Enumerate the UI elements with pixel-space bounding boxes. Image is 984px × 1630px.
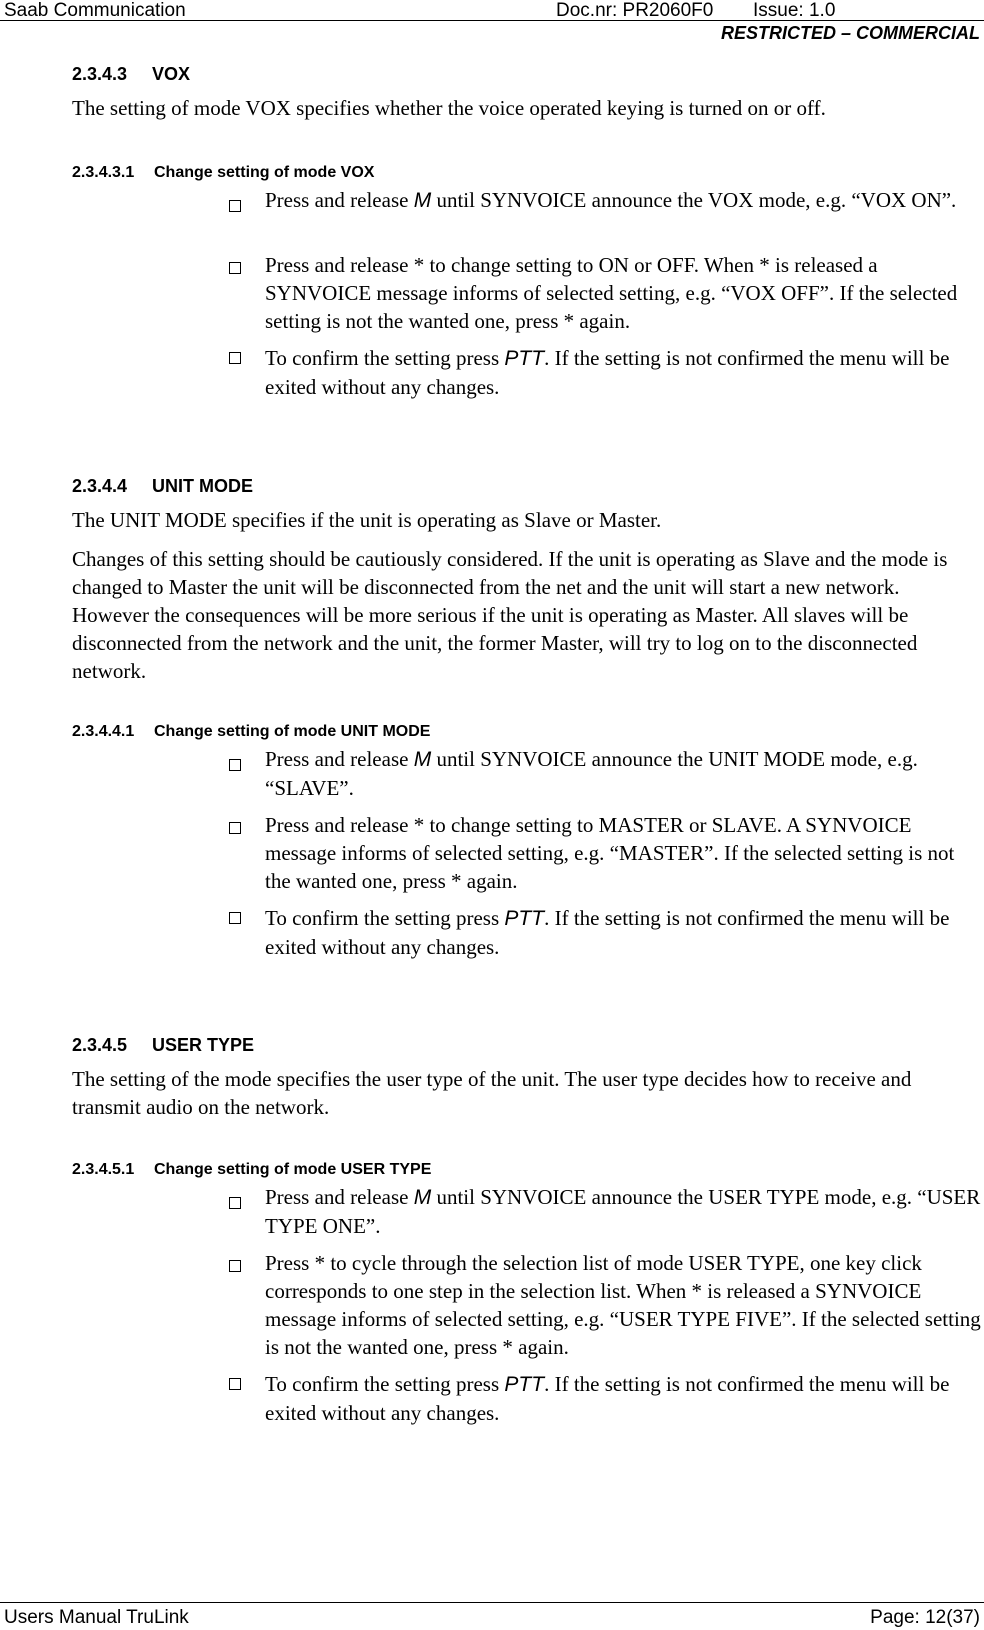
step-text: . If the setting is not confirmed the menu will be exited without any changes. (265, 346, 950, 399)
section-heading-user-type (72, 1035, 254, 1056)
subsection-number: 2.3.4.5.1 (72, 1161, 135, 1178)
unit-mode-description: The UNIT MODE specifies if the unit is operating as Slave or Master. (72, 508, 662, 532)
user-type-step-2: Press * to cycle through the selection list of mode USER TYPE, one key click corresponds to one step in the selection list. When * is released a SYNVOICE message informs of selected setting, e.g. “USER TYPE FIVE”. If the selected setting is not the wanted one, press * again. (265, 1251, 981, 1359)
subsection-title: Change setting of mode USER TYPE (154, 1161, 432, 1178)
footer-divider (0, 1602, 984, 1603)
subsection-number: 2.3.4.4.1 (72, 723, 135, 740)
subsection-heading-user-type (72, 1161, 431, 1179)
section-title: UNIT MODE (152, 476, 253, 496)
section-heading-unit-mode (72, 476, 253, 497)
subsection-heading-unit-mode (72, 723, 430, 741)
section-number: 2.3.4.4 (72, 476, 128, 496)
section-heading-vox (72, 64, 190, 85)
step-text: To confirm the setting press (265, 346, 505, 370)
key-label: PTT (504, 347, 545, 370)
key-label: PTT (504, 1373, 545, 1396)
checkbox-bullet-icon (229, 912, 241, 924)
unit-mode-step-1 (265, 745, 981, 802)
vox-step-1 (265, 186, 981, 215)
checkbox-bullet-icon (229, 822, 241, 834)
step-text: until SYNVOICE announce the UNIT MODE mode, e.g. “SLAVE”. (265, 747, 918, 800)
unit-mode-warning: Changes of this setting should be cautiously considered. If the unit is operating as Slave and the mode is changed to Master the unit will be disconnected from the net and the unit will start a new network. However the consequences will be more serious if the unit is operating as Master. All slaves will be disconnected from the network and the unit, the former Master, will try to log on to the disconnected network. (72, 547, 948, 683)
unit-mode-step-2: Press and release * to change setting to MASTER or SLAVE. A SYNVOICE message informs of selected setting, e.g. “MASTER”. If the selected setting is not the wanted one, press * again. (265, 813, 955, 893)
subsection-heading-vox (72, 164, 374, 182)
checkbox-bullet-icon (229, 352, 241, 364)
footer-manual-title: Users Manual TruLink (4, 1607, 189, 1628)
step-text: . If the setting is not confirmed the menu will be exited without any changes. (265, 1372, 950, 1425)
header-classification: RESTRICTED – COMMERCIAL (720, 23, 980, 43)
page-header (0, 0, 984, 46)
key-label: M (413, 189, 432, 212)
vox-step-2: Press and release * to change setting to ON or OFF. When * is released a SYNVOICE message informs of selected setting, e.g. “VOX OFF”. If the selected setting is not the wanted one, press * again. (265, 253, 958, 333)
step-text: To confirm the setting press (265, 906, 505, 930)
checkbox-bullet-icon (229, 200, 241, 212)
step-text: until SYNVOICE announce the USER TYPE mode, e.g. “USER TYPE ONE”. (265, 1185, 981, 1238)
step-text: Press and release (265, 188, 414, 212)
checkbox-bullet-icon (229, 262, 241, 274)
step-text: . If the setting is not confirmed the menu will be exited without any changes. (265, 906, 950, 959)
user-type-step-3 (265, 1370, 981, 1427)
user-type-description: The setting of the mode specifies the user type of the unit. The user type decides how to receive and transmit audio on the network. (72, 1067, 912, 1119)
header-company: Saab Communication (4, 0, 186, 21)
header-doc-number: Doc.nr: PR2060F0 (556, 0, 714, 21)
unit-mode-step-3 (265, 904, 981, 961)
user-type-step-1 (265, 1183, 981, 1240)
header-divider (0, 20, 984, 21)
checkbox-bullet-icon (229, 759, 241, 771)
section-number: 2.3.4.3 (72, 64, 128, 84)
subsection-title: Change setting of mode UNIT MODE (154, 723, 431, 740)
section-number: 2.3.4.5 (72, 1035, 128, 1055)
checkbox-bullet-icon (229, 1378, 241, 1390)
step-text: until SYNVOICE announce the VOX mode, e.g. “VOX ON”. (431, 188, 957, 212)
header-issue: Issue: 1.0 (753, 0, 836, 21)
vox-description: The setting of mode VOX specifies whether the voice operated keying is turned on or off. (72, 96, 826, 120)
checkbox-bullet-icon (229, 1197, 241, 1209)
checkbox-bullet-icon (229, 1260, 241, 1272)
step-text: To confirm the setting press (265, 1372, 505, 1396)
key-label: M (413, 748, 432, 771)
vox-step-3 (265, 344, 981, 401)
step-text: Press and release (265, 747, 414, 771)
key-label: PTT (504, 907, 545, 930)
footer-page-number: Page: 12(37) (870, 1607, 980, 1628)
section-title: VOX (152, 64, 191, 84)
key-label: M (413, 1186, 432, 1209)
section-title: USER TYPE (152, 1035, 255, 1055)
subsection-title: Change setting of mode VOX (154, 164, 375, 181)
subsection-number: 2.3.4.3.1 (72, 164, 135, 181)
step-text: Press and release (265, 1185, 414, 1209)
